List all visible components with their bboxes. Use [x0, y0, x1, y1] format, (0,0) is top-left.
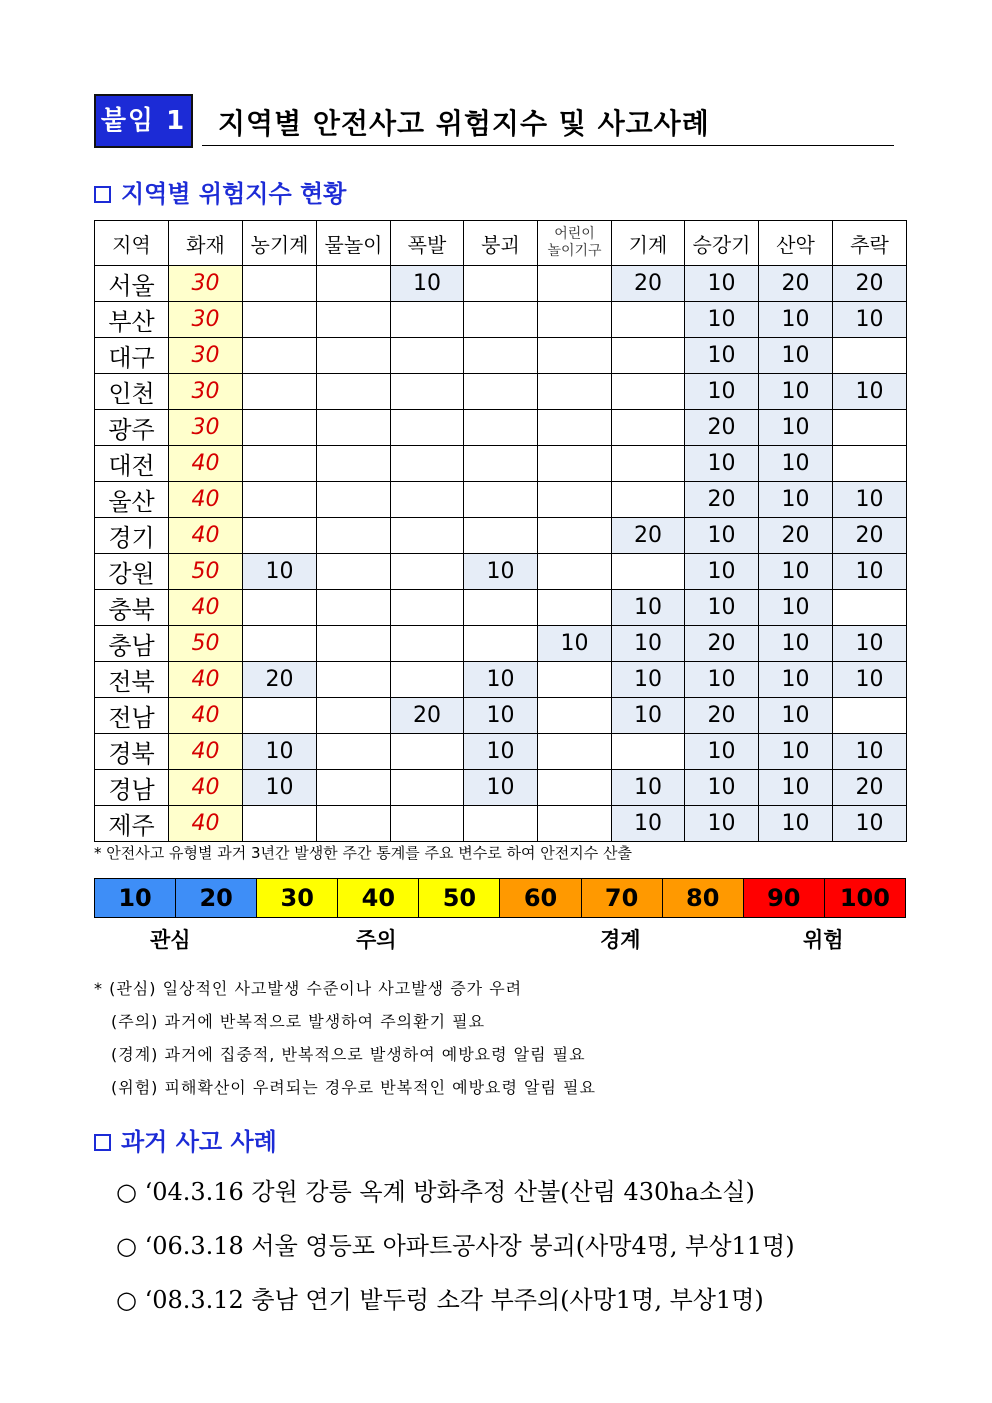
cell-fire: 40 — [169, 482, 243, 518]
cell-collapse: 10 — [464, 734, 538, 770]
cell-machine — [612, 302, 685, 338]
cell-farm-machine — [243, 806, 317, 842]
cell-fall: 20 — [833, 518, 907, 554]
cell-region: 서울 — [95, 266, 169, 302]
cell-region: 부산 — [95, 302, 169, 338]
level-label-caution: 주의 — [356, 928, 397, 952]
cell-mountain: 20 — [759, 266, 833, 302]
cell-water-play — [317, 590, 391, 626]
header-mountain: 산악 — [759, 221, 833, 266]
cell-explosion — [391, 626, 464, 662]
cell-elevator: 10 — [685, 338, 759, 374]
cell-explosion — [391, 518, 464, 554]
scale-cell: 80 — [663, 879, 744, 917]
table-row — [95, 374, 907, 410]
cell-elevator: 20 — [685, 698, 759, 734]
section-title: 지역별 위험지수 현황 — [121, 180, 347, 208]
cell-machine — [612, 446, 685, 482]
cell-water-play — [317, 338, 391, 374]
header-playground-line2: 놀이기구 — [547, 243, 602, 259]
level-legend — [94, 972, 596, 1104]
cell-farm-machine — [243, 446, 317, 482]
scale-cell: 10 — [95, 879, 176, 917]
scale-cell: 60 — [500, 879, 581, 917]
cell-region: 전북 — [95, 662, 169, 698]
table-row — [95, 518, 907, 554]
cell-fall — [833, 410, 907, 446]
cell-mountain: 10 — [759, 302, 833, 338]
header-elevator: 승강기 — [685, 221, 759, 266]
cell-fall: 20 — [833, 266, 907, 302]
cell-machine: 10 — [612, 806, 685, 842]
cell-water-play — [317, 518, 391, 554]
cell-elevator: 20 — [685, 626, 759, 662]
past-case-item: ○ ‘06.3.18 서울 영등포 아파트공사장 붕괴(사망4명, 부상11명) — [116, 1232, 795, 1260]
cell-machine: 20 — [612, 266, 685, 302]
past-case-item: ○ ‘04.3.16 강원 강릉 옥계 방화추정 산불(산림 430ha소실) — [116, 1178, 755, 1206]
cell-playground — [538, 518, 612, 554]
cell-region: 경북 — [95, 734, 169, 770]
cell-mountain: 10 — [759, 806, 833, 842]
cell-playground — [538, 662, 612, 698]
scale-cell: 40 — [338, 879, 419, 917]
cell-playground — [538, 374, 612, 410]
cell-mountain: 10 — [759, 662, 833, 698]
cell-elevator: 20 — [685, 410, 759, 446]
cell-elevator: 10 — [685, 446, 759, 482]
cell-fire: 40 — [169, 770, 243, 806]
cell-explosion — [391, 338, 464, 374]
past-case-item: ○ ‘08.3.12 충남 연기 밭두렁 소각 부주의(사망1명, 부상1명) — [116, 1286, 764, 1314]
cell-machine: 10 — [612, 590, 685, 626]
cell-collapse: 10 — [464, 554, 538, 590]
scale-cell: 70 — [582, 879, 663, 917]
cell-playground — [538, 806, 612, 842]
level-label-danger: 위험 — [803, 928, 844, 952]
cell-mountain: 10 — [759, 554, 833, 590]
page-header — [96, 96, 894, 148]
cell-fire: 30 — [169, 410, 243, 446]
cell-machine — [612, 410, 685, 446]
cell-fall: 20 — [833, 770, 907, 806]
calculation-note: * 안전사고 유형별 과거 3년간 발생한 주간 통계를 주요 변수로 하여 안전지수 산출 — [94, 844, 632, 862]
cell-fire: 50 — [169, 554, 243, 590]
cell-farm-machine: 10 — [243, 734, 317, 770]
scale-cell: 30 — [257, 879, 338, 917]
cell-fall — [833, 698, 907, 734]
cell-explosion — [391, 374, 464, 410]
cell-fall: 10 — [833, 806, 907, 842]
cell-fire: 30 — [169, 302, 243, 338]
cell-region: 전남 — [95, 698, 169, 734]
cell-playground — [538, 482, 612, 518]
cell-explosion — [391, 806, 464, 842]
table-row — [95, 662, 907, 698]
cell-fire: 30 — [169, 266, 243, 302]
cell-elevator: 10 — [685, 662, 759, 698]
cell-farm-machine — [243, 590, 317, 626]
cell-elevator: 20 — [685, 482, 759, 518]
cell-fire: 30 — [169, 374, 243, 410]
cell-mountain: 10 — [759, 770, 833, 806]
cell-playground — [538, 590, 612, 626]
cell-elevator: 10 — [685, 554, 759, 590]
cell-elevator: 10 — [685, 266, 759, 302]
table-row — [95, 554, 907, 590]
cell-farm-machine — [243, 698, 317, 734]
cell-machine — [612, 734, 685, 770]
cell-mountain: 10 — [759, 626, 833, 662]
cell-fire: 40 — [169, 806, 243, 842]
table-row — [95, 446, 907, 482]
cell-elevator: 10 — [685, 374, 759, 410]
cell-machine: 20 — [612, 518, 685, 554]
cell-farm-machine — [243, 338, 317, 374]
cell-collapse — [464, 626, 538, 662]
cell-machine — [612, 374, 685, 410]
scale-cell: 90 — [744, 879, 825, 917]
cell-water-play — [317, 266, 391, 302]
legend-line: (주의) 과거에 반복적으로 발생하여 주의환기 필요 — [111, 1012, 486, 1031]
cell-water-play — [317, 662, 391, 698]
cell-explosion — [391, 554, 464, 590]
cell-playground — [538, 410, 612, 446]
cell-water-play — [317, 554, 391, 590]
cell-mountain: 20 — [759, 518, 833, 554]
cell-region: 대구 — [95, 338, 169, 374]
table-row — [95, 338, 907, 374]
cell-water-play — [317, 806, 391, 842]
header-playground-line1: 어린이 — [554, 226, 595, 242]
table-row — [95, 806, 907, 842]
cell-region: 대전 — [95, 446, 169, 482]
cell-mountain: 10 — [759, 698, 833, 734]
cell-fire: 40 — [169, 590, 243, 626]
table-row — [95, 590, 907, 626]
cell-collapse — [464, 338, 538, 374]
cell-water-play — [317, 626, 391, 662]
table-row — [95, 266, 907, 302]
cell-collapse: 10 — [464, 662, 538, 698]
cell-collapse — [464, 266, 538, 302]
level-label-alert: 경계 — [600, 928, 641, 952]
cell-fire: 40 — [169, 734, 243, 770]
table-row — [95, 410, 907, 446]
cell-region: 강원 — [95, 554, 169, 590]
cell-farm-machine — [243, 626, 317, 662]
header-collapse: 붕괴 — [464, 221, 538, 266]
cell-elevator: 10 — [685, 518, 759, 554]
cell-water-play — [317, 698, 391, 734]
cell-collapse: 10 — [464, 698, 538, 734]
risk-scale-bar — [94, 878, 906, 918]
cell-elevator: 10 — [685, 734, 759, 770]
cell-elevator: 10 — [685, 806, 759, 842]
cell-fall: 10 — [833, 554, 907, 590]
cell-playground — [538, 266, 612, 302]
cell-fire: 40 — [169, 698, 243, 734]
cell-collapse — [464, 302, 538, 338]
cell-fall — [833, 590, 907, 626]
cell-fire: 40 — [169, 446, 243, 482]
header-water-play: 물놀이 — [317, 221, 391, 266]
header-machine: 기계 — [612, 221, 685, 266]
cell-machine: 10 — [612, 626, 685, 662]
cell-mountain: 10 — [759, 374, 833, 410]
cell-explosion — [391, 734, 464, 770]
cell-farm-machine: 20 — [243, 662, 317, 698]
cell-water-play — [317, 374, 391, 410]
cell-water-play — [317, 446, 391, 482]
cell-water-play — [317, 482, 391, 518]
header-playground — [538, 221, 612, 266]
cell-collapse — [464, 806, 538, 842]
cell-farm-machine — [243, 302, 317, 338]
table-header-row — [95, 221, 907, 266]
cell-region: 충북 — [95, 590, 169, 626]
cell-fall — [833, 446, 907, 482]
cell-farm-machine: 10 — [243, 554, 317, 590]
table-row — [95, 302, 907, 338]
cell-playground — [538, 770, 612, 806]
cell-playground — [538, 698, 612, 734]
section-heading-risk-index — [94, 174, 346, 209]
cell-collapse — [464, 410, 538, 446]
cell-farm-machine — [243, 410, 317, 446]
cell-machine — [612, 554, 685, 590]
cell-mountain: 10 — [759, 482, 833, 518]
cell-fall: 10 — [833, 734, 907, 770]
cell-explosion — [391, 590, 464, 626]
cell-playground — [538, 446, 612, 482]
cell-region: 인천 — [95, 374, 169, 410]
cell-machine — [612, 338, 685, 374]
cell-region: 울산 — [95, 482, 169, 518]
cell-fall — [833, 338, 907, 374]
cell-explosion — [391, 302, 464, 338]
section-title: 과거 사고 사례 — [121, 1128, 277, 1156]
cell-water-play — [317, 410, 391, 446]
cell-collapse — [464, 482, 538, 518]
cell-explosion — [391, 410, 464, 446]
cell-machine: 10 — [612, 770, 685, 806]
cell-fire: 30 — [169, 338, 243, 374]
cell-playground: 10 — [538, 626, 612, 662]
title-underline — [202, 145, 894, 146]
cell-farm-machine — [243, 266, 317, 302]
cell-mountain: 10 — [759, 590, 833, 626]
table-row — [95, 482, 907, 518]
cell-mountain: 10 — [759, 410, 833, 446]
cell-farm-machine — [243, 482, 317, 518]
cell-playground — [538, 734, 612, 770]
cell-fire: 40 — [169, 662, 243, 698]
cell-elevator: 10 — [685, 590, 759, 626]
cell-fall: 10 — [833, 374, 907, 410]
cell-machine: 10 — [612, 698, 685, 734]
cell-collapse — [464, 446, 538, 482]
cell-machine — [612, 482, 685, 518]
cell-fire: 40 — [169, 518, 243, 554]
scale-cell: 20 — [176, 879, 257, 917]
cell-elevator: 10 — [685, 302, 759, 338]
cell-water-play — [317, 734, 391, 770]
table-row — [95, 626, 907, 662]
legend-line: * (관심) 일상적인 사고발생 수준이나 사고발생 증가 우려 — [94, 979, 523, 998]
cell-fall: 10 — [833, 626, 907, 662]
cell-explosion — [391, 446, 464, 482]
section-heading-past-cases — [94, 1122, 277, 1157]
attachment-tag: 붙임 1 — [96, 96, 191, 146]
cell-farm-machine — [243, 518, 317, 554]
header-fire: 화재 — [169, 221, 243, 266]
cell-machine: 10 — [612, 662, 685, 698]
cell-playground — [538, 302, 612, 338]
cell-water-play — [317, 302, 391, 338]
cell-explosion: 20 — [391, 698, 464, 734]
cell-explosion — [391, 482, 464, 518]
cell-mountain: 10 — [759, 734, 833, 770]
table-row — [95, 770, 907, 806]
scale-cell: 50 — [419, 879, 500, 917]
header-fall: 추락 — [833, 221, 907, 266]
cell-explosion — [391, 770, 464, 806]
cell-fall: 10 — [833, 482, 907, 518]
legend-line: (경계) 과거에 집중적, 반복적으로 발생하여 예방요령 알림 필요 — [111, 1045, 586, 1064]
checkbox-square-icon — [94, 1134, 111, 1151]
cell-fall: 10 — [833, 662, 907, 698]
legend-line: (위험) 피해확산이 우려되는 경우로 반복적인 예방요령 알림 필요 — [111, 1078, 596, 1097]
cell-region: 경기 — [95, 518, 169, 554]
cell-playground — [538, 338, 612, 374]
risk-index-table — [94, 220, 907, 842]
cell-elevator: 10 — [685, 770, 759, 806]
cell-farm-machine: 10 — [243, 770, 317, 806]
cell-mountain: 10 — [759, 446, 833, 482]
checkbox-square-icon — [94, 186, 111, 203]
level-label-interest: 관심 — [150, 928, 191, 952]
cell-explosion: 10 — [391, 266, 464, 302]
cell-collapse — [464, 518, 538, 554]
cell-fire: 50 — [169, 626, 243, 662]
cell-playground — [538, 554, 612, 590]
header-farm-machine: 농기계 — [243, 221, 317, 266]
document-title: 지역별 안전사고 위험지수 및 사고사례 — [218, 107, 710, 140]
cell-farm-machine — [243, 374, 317, 410]
table-row — [95, 734, 907, 770]
cell-region: 제주 — [95, 806, 169, 842]
cell-region: 광주 — [95, 410, 169, 446]
header-explosion: 폭발 — [391, 221, 464, 266]
header-region: 지역 — [95, 221, 169, 266]
cell-region: 충남 — [95, 626, 169, 662]
cell-region: 경남 — [95, 770, 169, 806]
cell-mountain: 10 — [759, 338, 833, 374]
cell-explosion — [391, 662, 464, 698]
table-row — [95, 698, 907, 734]
cell-collapse: 10 — [464, 770, 538, 806]
cell-fall: 10 — [833, 302, 907, 338]
table-body — [95, 266, 907, 842]
cell-collapse — [464, 590, 538, 626]
scale-cell: 100 — [825, 879, 905, 917]
cell-collapse — [464, 374, 538, 410]
cell-water-play — [317, 770, 391, 806]
